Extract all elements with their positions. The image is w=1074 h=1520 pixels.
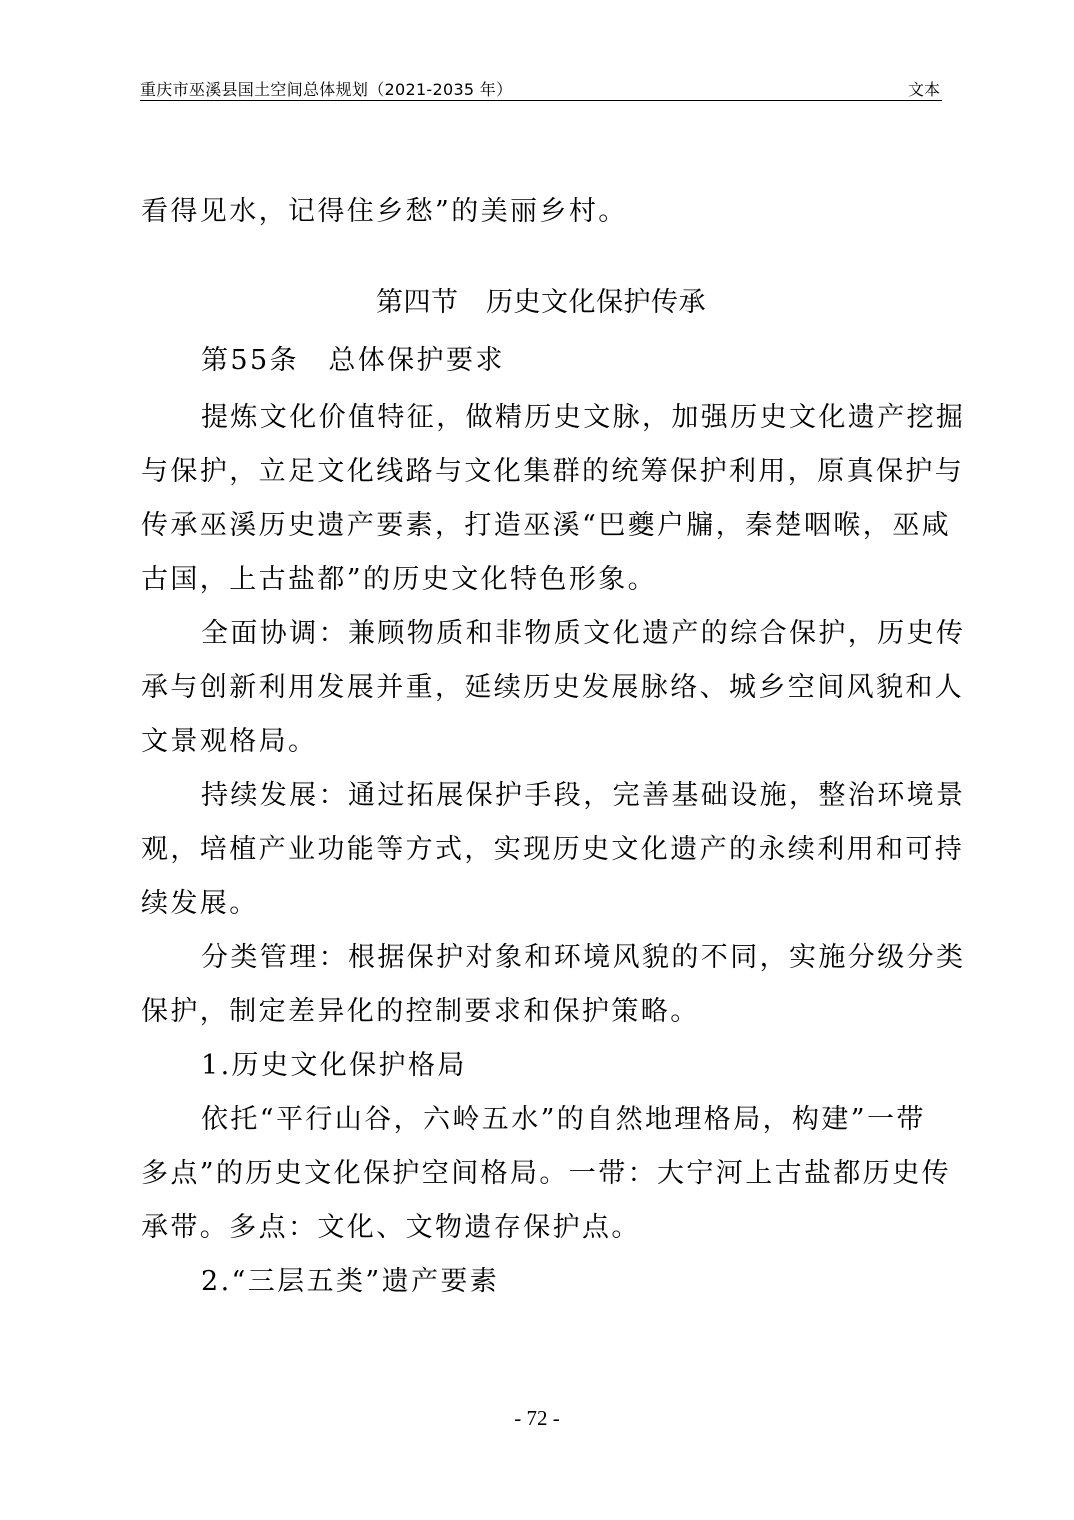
subsection-heading: 1.历史文化保护格局 <box>201 1050 467 1081</box>
page-header <box>140 74 942 101</box>
paragraph-line: 文景观格局。 <box>141 726 318 757</box>
paragraph-line: 全面协调：兼顾物质和非物质文化遗产的综合保护，历史传 <box>201 618 966 649</box>
paragraph-line: 多点”的历史文化保护空间格局。一带：大宁河上古盐都历史传 <box>141 1158 952 1189</box>
paragraph-line: 保护，制定差异化的控制要求和保护策略。 <box>141 996 700 1027</box>
paragraph-line: 依托“平行山谷，六岭五水”的自然地理格局，构建”一带 <box>201 1104 926 1135</box>
header-doc-type: 文本 <box>907 80 940 99</box>
paragraph-line: 与保护，立足文化线路与文化集群的统筹保护利用，原真保护与 <box>141 456 965 487</box>
paragraph-line: 续发展。 <box>141 888 259 919</box>
paragraph-line: 持续发展：通过拓展保护手段，完善基础设施，整治环境景 <box>201 780 966 811</box>
article-heading: 第55条 总体保护要求 <box>201 345 505 376</box>
paragraph-line: 承带。多点：文化、文物遗存保护点。 <box>141 1212 641 1243</box>
paragraph-line: 承与创新利用发展并重，延续历史发展脉络、城乡空间风貌和人 <box>141 672 965 703</box>
subsection-heading: 2.“三层五类”遗产要素 <box>201 1266 500 1297</box>
paragraph-line: 提炼文化价值特征，做精历史文脉，加强历史文化遗产挖掘 <box>201 402 966 433</box>
header-title: 重庆市巫溪县国土空间总体规划（2021-2035 年） <box>140 80 513 99</box>
paragraph-line: 古国，上古盐都”的历史文化特色形象。 <box>141 564 658 595</box>
paragraph-line: 分类管理：根据保护对象和环境风貌的不同，实施分级分类 <box>201 942 966 973</box>
section-title: 第四节 历史文化保护传承 <box>376 287 706 318</box>
page-number: - 72 - <box>514 1406 560 1430</box>
paragraph-line: 观，培植产业功能等方式，实现历史文化遗产的永续利用和可持 <box>141 834 965 865</box>
paragraph-line: 看得见水，记得住乡愁”的美丽乡村。 <box>141 196 628 227</box>
paragraph-line: 传承巫溪历史遗产要素，打造巫溪“巴夔户牖，秦楚咽喉，巫咸 <box>141 510 952 541</box>
